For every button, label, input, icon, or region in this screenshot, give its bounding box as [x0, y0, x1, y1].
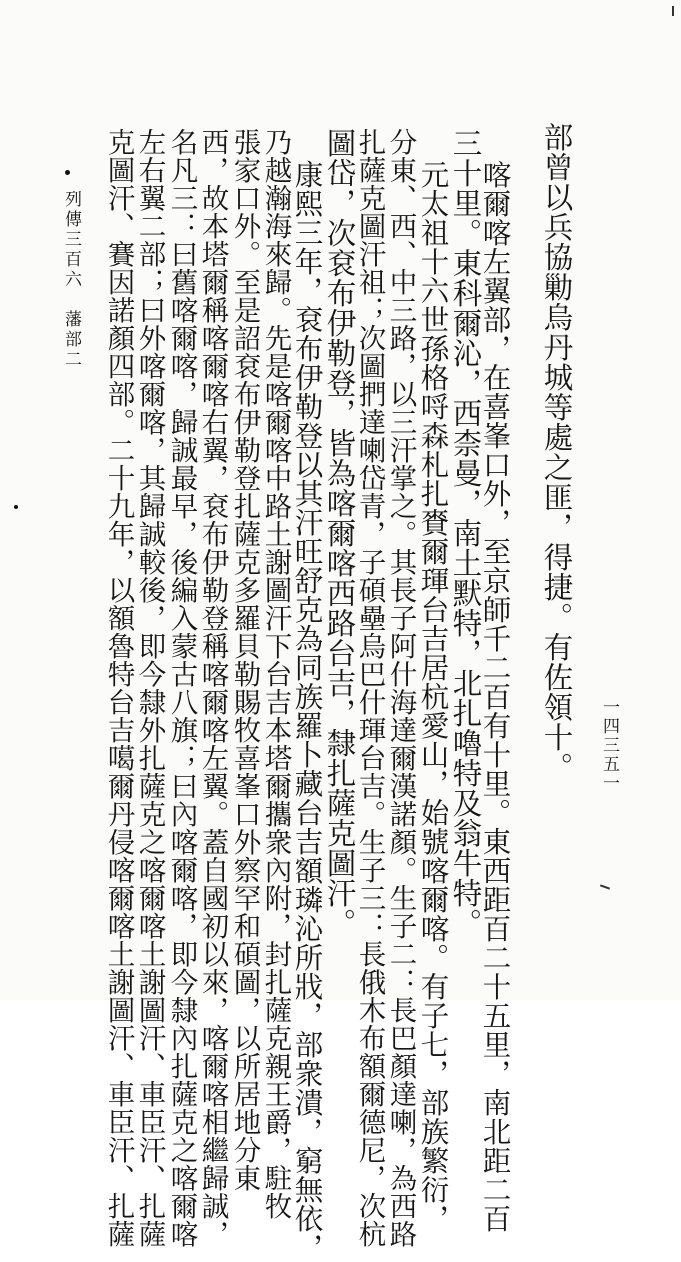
text-column-10: 張家口外。至是詔袞布伊勒登扎薩克多羅貝勒賜牧喜峯口外察罕和碩圖，以所居地分東 — [228, 128, 261, 1192]
scan-dot-mark — [65, 170, 70, 175]
text-column-9: 乃越瀚海來歸。先是喀爾喀中路土謝圖汗下台吉本塔爾攜衆內附，封扎薩克親王爵，駐牧 — [259, 128, 292, 1220]
text-column-14: 克圖汗、賽因諾顏四部。二十九年，以額魯特台吉噶爾丹侵喀爾喀土謝圖汗、車臣汗、扎薩 — [102, 128, 135, 1248]
margin-running-header: 列傳三百六 藩部二 — [61, 190, 81, 370]
scan-corner-mark — [672, 6, 674, 16]
text-column-6: 扎薩克圖汗祖；次圖捫達喇岱青，子碩壘烏巴什琿台吉。生子三：長俄木布額爾德尼，次杭 — [353, 128, 386, 1248]
text-column-3: 三十里。東科爾沁，西柰曼，南土默特，北扎嚕特及翁牛特。 — [448, 128, 483, 938]
text-column-8: 康熙三年，袞布伊勒登以其汗旺舒克為同族羅卜藏台吉額璘沁所戕，部衆潰，窮無依， — [290, 160, 324, 1262]
text-column-7: 圖岱，次袞布伊勒登，皆為喀爾喀西路台吉，隸扎薩克圖汗。 — [322, 128, 357, 938]
text-column-4: 元太祖十六世孫格哷森札扎賚爾琿台吉居杭愛山，始號喀爾喀。有子七，部族繁衍， — [416, 160, 450, 1233]
page-number: 一四三五一 — [599, 698, 619, 793]
scan-edge-mark — [600, 884, 610, 889]
text-column-5: 分東、西、中三路，以三汗掌之。其長子阿什海達爾漢諾顏。生子二：長巴顏達喇，為西路 — [384, 128, 417, 1248]
text-column-11: 西，故本塔爾稱喀爾喀右翼，袞布伊勒登稱喀爾喀左翼。蓋自國初以來，喀爾喀相繼歸誠， — [196, 128, 229, 1248]
text-column-1: 部曾以兵協勦烏丹城等處之匪，得捷。有佐領十。 — [539, 122, 574, 782]
text-column-12: 名凡三：曰舊喀爾喀，歸誠最早，後編入蒙古八旗；曰內喀爾喀，即今隸內扎薩克之喀爾喀 — [165, 128, 198, 1248]
text-column-13: 左右翼二部；曰外喀爾喀，其歸誠較後，即今隸外扎薩克之喀爾喀土謝圖汗、車臣汗、扎薩 — [133, 128, 166, 1248]
scan-dot-mark-left — [14, 505, 18, 509]
text-column-2: 喀爾喀左翼部，在喜峯口外，至京師千二百有十里。東西距百二十五里，南北距二百 — [478, 160, 512, 1233]
